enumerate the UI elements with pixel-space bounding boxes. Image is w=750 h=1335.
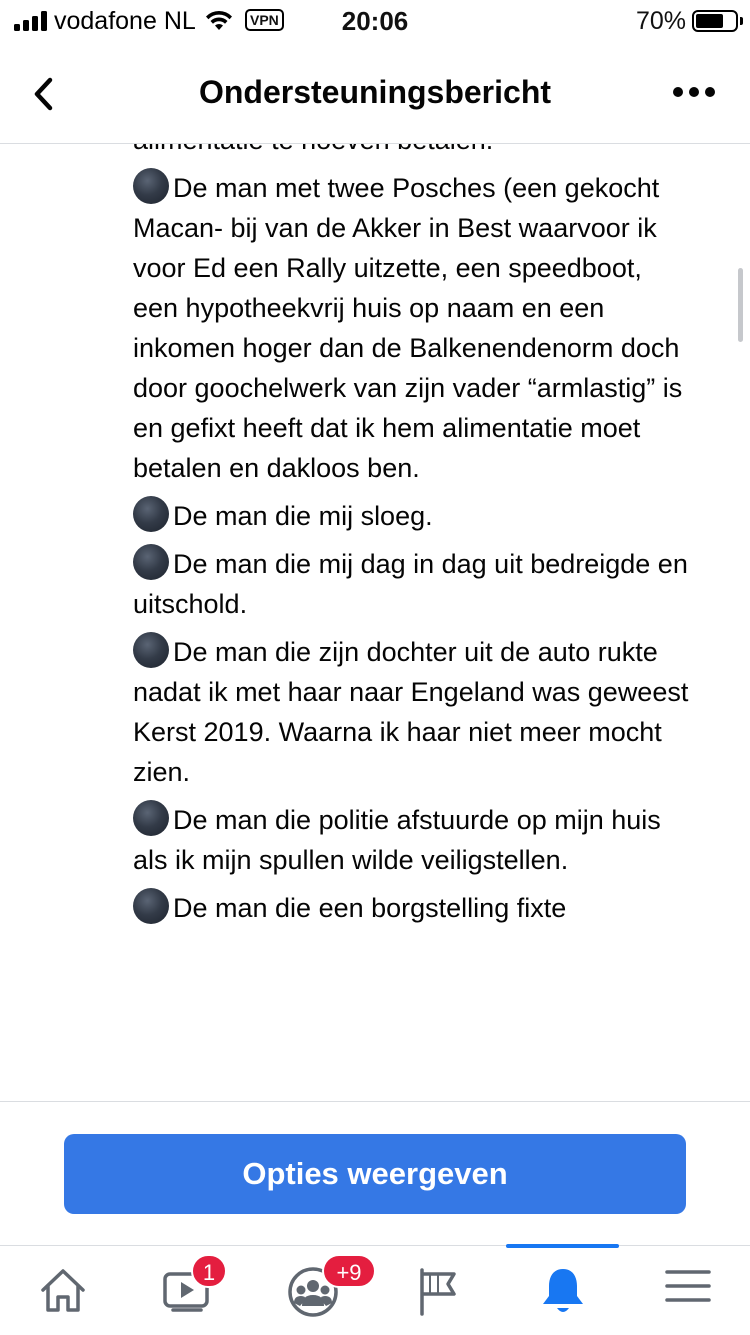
list-item-text: De man die een borgstelling fixte [173, 893, 567, 923]
more-options-icon[interactable] [670, 84, 718, 100]
flag-icon [416, 1266, 460, 1316]
battery-level [696, 14, 723, 28]
notification-badge: +9 [322, 1254, 376, 1288]
bell-icon [539, 1266, 587, 1316]
new-moon-icon [133, 496, 169, 532]
tab-notifications[interactable] [500, 1246, 625, 1335]
list-item [133, 496, 693, 536]
notification-badge: 1 [191, 1254, 227, 1288]
page-title: Ondersteuningsbericht [198, 74, 552, 110]
list-item [133, 888, 693, 928]
status-bar [0, 0, 750, 44]
post-text [133, 120, 693, 936]
carrier-name: vodafone NL [54, 7, 196, 35]
battery-percentage: 70% [636, 7, 687, 35]
scrollbar[interactable] [738, 268, 743, 342]
list-item-text: De man die politie afstuurde op mijn huis als ik mijn spullen wilde veiligstellen. [133, 805, 661, 875]
show-options-button[interactable]: Opties weergeven [64, 1134, 686, 1214]
tab-home[interactable] [0, 1246, 125, 1335]
status-time: 20:06 [341, 6, 409, 36]
tab-pages[interactable] [375, 1246, 500, 1335]
new-moon-icon [133, 632, 169, 668]
new-moon-icon [133, 800, 169, 836]
header [0, 44, 750, 144]
list-item [133, 632, 693, 792]
list-item-text: De man die zijn dochter uit de auto rukte nadat ik met haar naar Engeland was geweest Kerst 2019. Waarna ik haar niet meer mocht zien. [133, 637, 689, 787]
new-moon-icon [133, 888, 169, 924]
vpn-badge: VPN [245, 9, 284, 31]
tab-groups[interactable] [250, 1246, 375, 1335]
list-item [133, 544, 693, 624]
list-item-text: De man die mij sloeg. [173, 501, 433, 531]
list-item-text: De man die mij dag in dag uit bedreigde en uitschold. [133, 549, 688, 619]
post-content[interactable] [0, 144, 750, 1101]
divider [0, 1101, 750, 1102]
list-item [133, 168, 693, 488]
home-icon [38, 1266, 88, 1314]
bottom-tab-bar [0, 1245, 750, 1334]
list-item [133, 800, 693, 880]
new-moon-icon [133, 544, 169, 580]
hamburger-menu-icon [664, 1266, 712, 1306]
list-item-text: De man met twee Posches (een gekocht Macan- bij van de Akker in Best waarvoor ik voor Ed een Rally uitzette, een speedboot, een hypotheekvrij huis op naam en een inkomen hoger dan de Balkenendenorm doch door goochelwerk van zijn vader “armlastig” is en gefixt heeft dat ik hem alimentatie moet betalen en dakloos ben. [133, 173, 683, 483]
tab-watch[interactable] [125, 1246, 250, 1335]
new-moon-icon [133, 168, 169, 204]
tab-menu[interactable] [625, 1246, 750, 1335]
battery-tip [740, 17, 743, 25]
battery-icon [692, 10, 738, 32]
